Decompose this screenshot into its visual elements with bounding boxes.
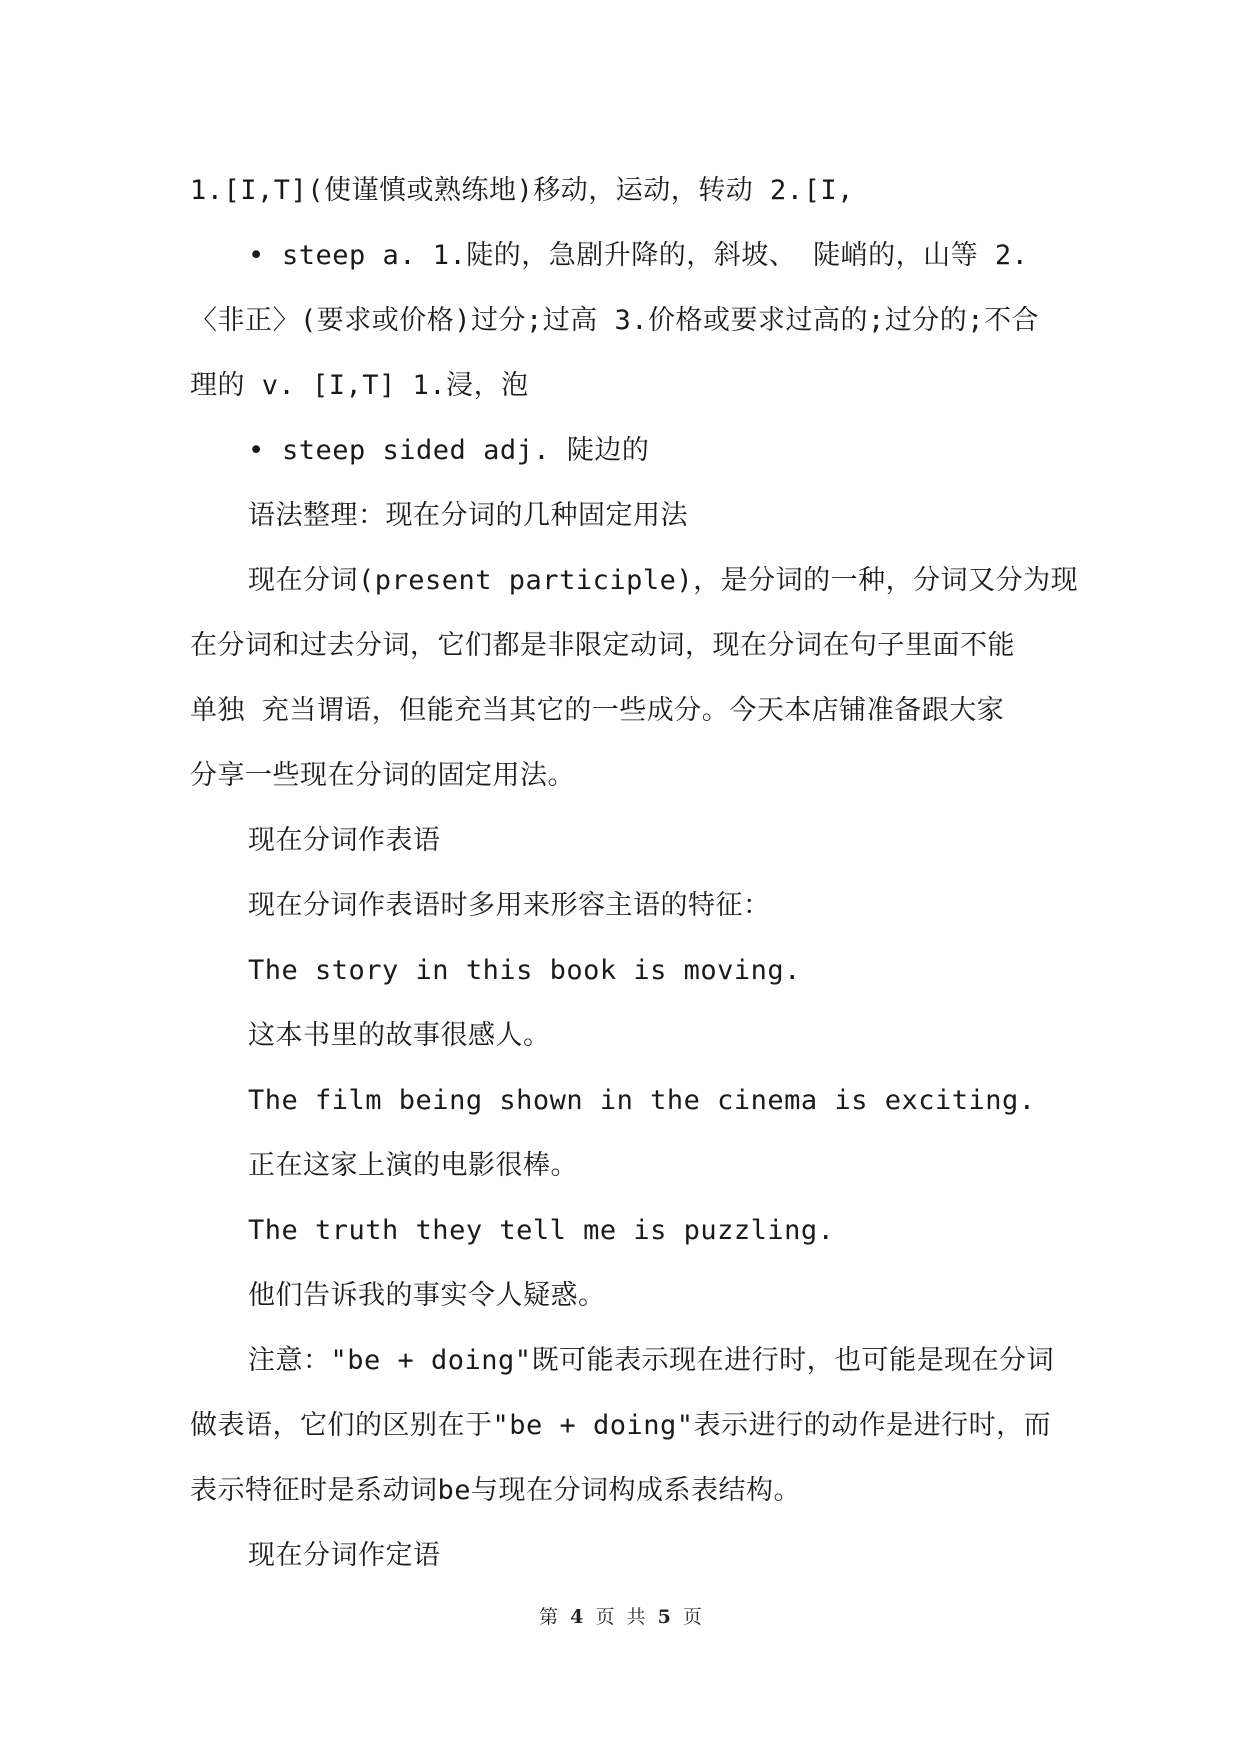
section-heading: 语法整理：现在分词的几种固定用法 bbox=[248, 500, 688, 531]
example-translation: 正在这家上演的电影很棒。 bbox=[248, 1150, 578, 1181]
footer-prefix: 第 bbox=[539, 1606, 559, 1628]
footer-page-number: 4 bbox=[570, 1606, 584, 1628]
example-translation: 他们告诉我的事实令人疑惑。 bbox=[248, 1280, 606, 1311]
note-line: 注意："be + doing"既可能表示现在进行时，也可能是现在分词 bbox=[248, 1345, 1055, 1376]
example-sentence: The truth they tell me is puzzling. bbox=[248, 1215, 835, 1246]
text-line: 现在分词作表语时多用来形容主语的特征： bbox=[248, 890, 771, 921]
bullet-item bbox=[190, 418, 1070, 483]
text-line: 1.[I,T](使谨慎或熟练地)移动，运动，转动 2.[I, bbox=[190, 175, 854, 206]
example-translation: 这本书里的故事很感人。 bbox=[248, 1020, 551, 1051]
document-body bbox=[190, 158, 1079, 1588]
bullet-text: steep sided adj. 陡边的 bbox=[282, 435, 650, 466]
bullet-item bbox=[190, 223, 1070, 288]
note-line: 表示特征时是系动词be与现在分词构成系表结构。 bbox=[190, 1475, 802, 1506]
page-footer bbox=[0, 1602, 1241, 1629]
bullet-icon: • bbox=[248, 435, 265, 466]
footer-total-word: 共 bbox=[626, 1606, 646, 1628]
note-line: 做表语，它们的区别在于"be + doing"表示进行的动作是进行时，而 bbox=[190, 1410, 1052, 1441]
text-line: 〈非正〉(要求或价格)过分;过高 3.价格或要求过高的;过分的;不合 bbox=[190, 305, 1040, 336]
bullet-icon: • bbox=[248, 240, 265, 271]
section-heading: 现在分词作定语 bbox=[248, 1540, 441, 1571]
footer-total-pages: 5 bbox=[657, 1606, 671, 1628]
footer-page-word: 页 bbox=[595, 1606, 615, 1628]
text-line: 理的 v. [I,T] 1.浸，泡 bbox=[190, 370, 529, 401]
text-line: 分享一些现在分词的固定用法。 bbox=[190, 760, 575, 791]
section-heading: 现在分词作表语 bbox=[248, 825, 441, 856]
text-line: 在分词和过去分词，它们都是非限定动词，现在分词在句子里面不能 bbox=[190, 630, 1015, 661]
example-sentence: The story in this book is moving. bbox=[248, 955, 801, 986]
bullet-text: steep a. 1.陡的，急剧升降的，斜坡、 陡峭的，山等 2. bbox=[282, 240, 1029, 271]
text-line: 现在分词(present participle)，是分词的一种，分词又分为现 bbox=[248, 565, 1079, 596]
example-sentence: The film being shown in the cinema is exciting. bbox=[248, 1085, 1036, 1116]
footer-suffix: 页 bbox=[682, 1606, 702, 1628]
text-line: 单独 充当谓语，但能充当其它的一些成分。今天本店铺准备跟大家 bbox=[190, 695, 1005, 726]
